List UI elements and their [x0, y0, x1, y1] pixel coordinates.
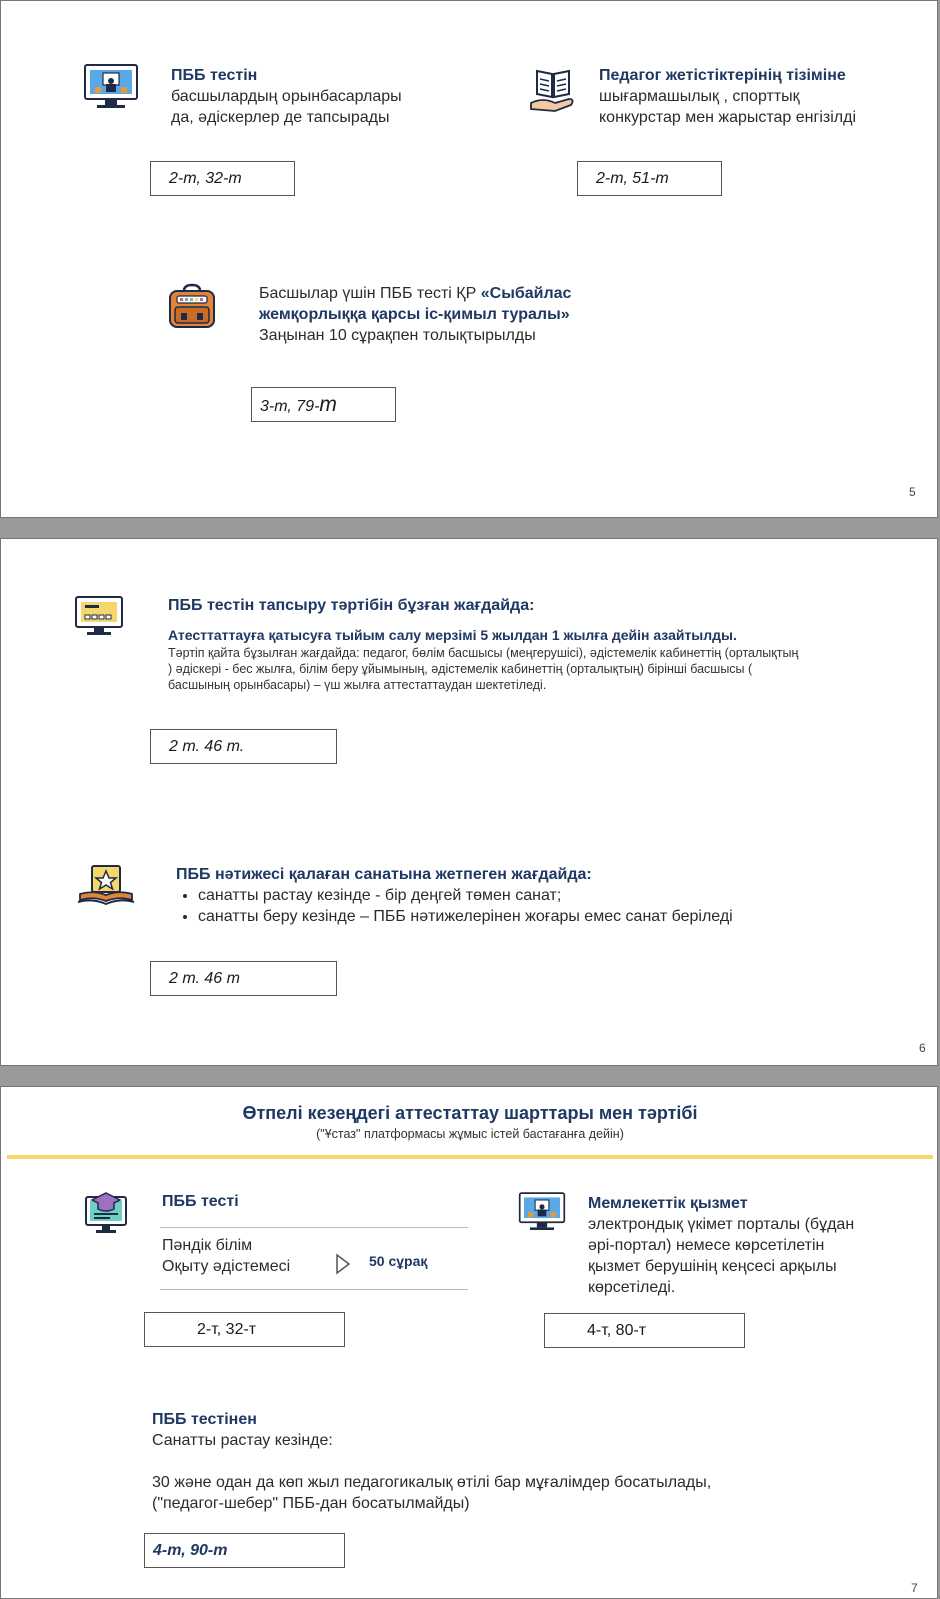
- block-title: ПББ тестін: [171, 67, 258, 84]
- block-line: Тәртіп қайта бұзылған жағдайда: педагог, бөлім басшысы (меңгерушісі), әдістемелік кабинеттің (орталықтың: [168, 646, 799, 660]
- block-text: [162, 1235, 290, 1277]
- block-line: әрі-портал) немесе көрсетілетін: [588, 1237, 825, 1254]
- page-number: 5: [909, 485, 916, 499]
- page-subtitle: ("Ұстаз" платформасы жұмыс істей бастағанға дейін): [316, 1127, 624, 1141]
- block-line: шығармашылық , спорттық: [599, 88, 800, 105]
- reference-box: 2-т, 32-т: [150, 161, 295, 196]
- accent-divider: [7, 1155, 933, 1159]
- block-line: Пәндік білім: [162, 1237, 253, 1254]
- block-line: Оқыту әдістемесі: [162, 1258, 291, 1275]
- block-line: ("педагог-шебер" ПББ-дан босатылмайды): [152, 1495, 470, 1512]
- block-line: Санатты растау кезінде:: [152, 1432, 333, 1449]
- block-title: ПББ тесті: [162, 1193, 239, 1210]
- reference-box: 2 т. 46 т.: [150, 729, 337, 764]
- block-text: [152, 1409, 912, 1514]
- reference-text: 3-т, 79-: [260, 398, 320, 415]
- block-text: [588, 1193, 908, 1298]
- reference-box: [251, 387, 396, 422]
- block-title: ПББ тестінен: [152, 1411, 257, 1428]
- reference-box: 4-т, 80-т: [544, 1313, 745, 1348]
- question-count: 50 сұрақ: [369, 1253, 428, 1269]
- list-item: • санатты растау кезінде - бір деңгей төмен санат;: [198, 885, 896, 906]
- block-subtitle: Атесттаттауға қатысуға тыйым салу мерзімі 5 жылдан 1 жылға дейін азайтылды.: [168, 627, 737, 643]
- page-number: 6: [919, 1041, 926, 1055]
- divider: [160, 1289, 468, 1290]
- block-line: Заңынан 10 сұрақпен толықтырылды: [259, 327, 536, 344]
- slide-7: [0, 1086, 938, 1599]
- reference-box: 4-т, 90-т: [144, 1533, 345, 1568]
- page-title: Өтпелі кезеңдегі аттестаттау шарттары мен тәртібі: [242, 1103, 698, 1123]
- book-hand-icon: [529, 67, 577, 113]
- bullet-list: [176, 885, 896, 927]
- computer-test-icon: [74, 595, 124, 637]
- star-book-icon: [77, 864, 135, 908]
- block-text: [599, 65, 929, 128]
- law-title: жемқорлыққа қарсы іс-қимыл туралы»: [259, 306, 570, 323]
- monitor-teacher-icon: [518, 1191, 566, 1233]
- block-text: [176, 864, 896, 927]
- slide-5: [0, 0, 938, 518]
- chevron-right-icon: [335, 1253, 351, 1275]
- law-title: «Сыбайлас: [480, 285, 572, 302]
- block-text: [259, 283, 659, 346]
- reference-text: т: [319, 393, 337, 416]
- block-line: 30 және одан да көп жыл педагогикалық өтілі бар мұғалімдер босатылады,: [152, 1474, 712, 1491]
- block-line: басшының орынбасары) – үш жылға аттестаттаудан шектетіледі.: [168, 678, 547, 692]
- divider: [160, 1227, 468, 1228]
- slide-6: [0, 538, 938, 1066]
- block-line: көрсетіледі.: [588, 1279, 676, 1296]
- block-line: Басшылар үшін ПББ тесті ҚР: [259, 285, 481, 302]
- reference-box: 2-т, 51-т: [577, 161, 722, 196]
- block-text: [171, 65, 471, 128]
- reference-box: 2-т, 32-т: [144, 1312, 345, 1347]
- block-line: қызмет берушінің кеңсесі арқылы: [588, 1258, 837, 1275]
- block-line: конкурстар мен жарыстар енгізілді: [599, 109, 857, 126]
- block-title: Педагог жетістіктерінің тізіміне: [599, 67, 846, 84]
- block-title: ПББ нәтижесі қалаған санатына жетпеген жағдайда:: [176, 866, 592, 883]
- block-title: ПББ тестін тапсыру тәртібін бұзған жағдайда:: [168, 597, 535, 614]
- block-line: басшылардың орынбасарлары: [171, 88, 402, 105]
- block-line: электрондық үкімет порталы (бұдан: [588, 1216, 855, 1233]
- block-title: Мемлекеттік қызмет: [588, 1195, 748, 1212]
- page-number: 7: [911, 1581, 918, 1595]
- reference-box: 2 т. 46 т: [150, 961, 337, 996]
- block-line: ) әдіскері - бес жылға, білім беру ұйымының, әдістемелік кабинеттің (орталықтың) бірінші басшысы (: [168, 662, 753, 676]
- graduation-monitor-icon: [84, 1191, 128, 1235]
- school-bag-icon: [167, 283, 217, 331]
- block-text: [168, 597, 888, 693]
- list-item: • санатты беру кезінде – ПББ нәтижелерінен жоғары емес санат беріледі: [198, 906, 896, 927]
- monitor-teacher-icon: [83, 63, 139, 111]
- block-line: да, әдіскерлер де тапсырады: [171, 109, 390, 126]
